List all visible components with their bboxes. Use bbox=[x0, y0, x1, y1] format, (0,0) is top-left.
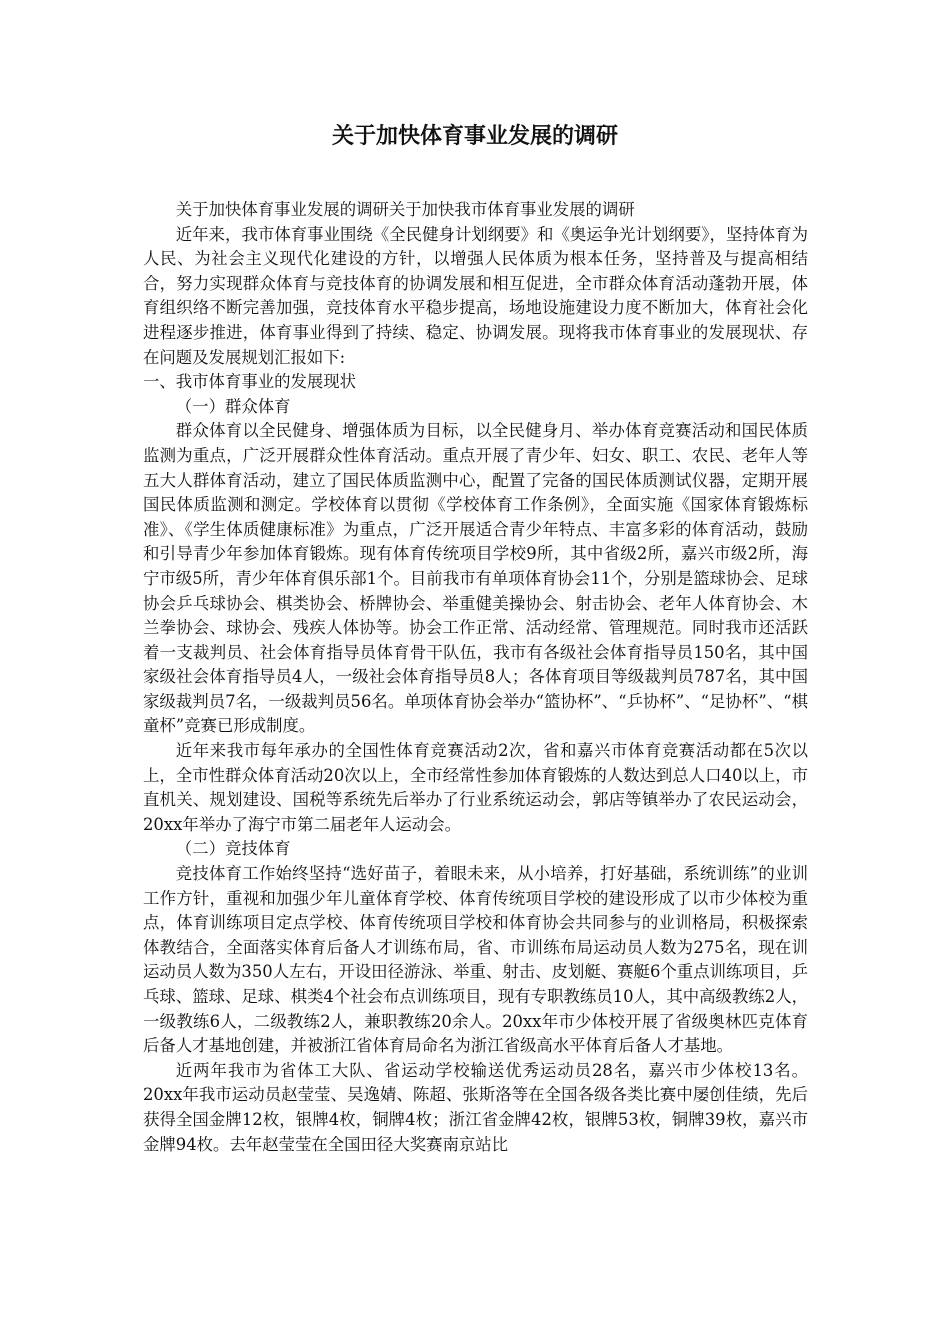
document-title: 关于加快体育事业发展的调研 bbox=[331, 124, 618, 149]
body-paragraph: 竞技体育工作始终坚持“选好苗子，着眼未来，从小培养，打好基础，系统训练”的业训工作方针，重视和加强少年儿童体育学校、体育传统项目学校的建设形成了以市少体校为重点，体育训练项目定点学校、体育传统项目学校和体育协会共同参与的业训格局，积极探索体教结合，全面落实体育后备人才训练布局，省、市训练布局运动员人数为275名，现在训运动员人数为350人左右，开设田径游泳、举重、射击、皮划艇、赛艇6个重点训练项目，乒乓球、篮球、足球、棋类4个社会布点训练项目，现有专职教练员10人，其中高级教练2人，一级教练6人，二级教练2人，兼职教练20余人。20xx年市少体校开展了省级奥林匹克体育后备人才基地创建，并被浙江省体育局命名为浙江省级高水平体育后备人才基地。 bbox=[143, 864, 808, 1056]
section-heading: 一、我市体育事业的发展现状 bbox=[143, 372, 357, 392]
document-body bbox=[143, 198, 808, 1157]
intro-paragraph: 关于加快体育事业发展的调研关于加快我市体育事业发展的调研 bbox=[175, 200, 635, 219]
subsection-heading: （二）竞技体育 bbox=[175, 839, 291, 859]
body-paragraph: 近年来我市每年承办的全国性体育竞赛活动2次，省和嘉兴市体育竞赛活动都在5次以上，全市性群众体育活动20次以上，全市经常性参加体育锻炼的人数达到总人口40以上，市直机关、规划建设、国税等系统先后举办了行业系统运动会，郭店等镇举办了农民运动会，20xx年举办了海宁市第二届老年人运动会。 bbox=[143, 741, 808, 834]
body-paragraph: 近两年我市为省体工大队、省运动学校输送优秀运动员28名，嘉兴市少体校13名。20xx年我市运动员赵莹莹、吴逸婧、陈超、张斯洛等在全国各级各类比赛中屡创佳绩，先后获得全国金牌12枚，银牌4枚，铜牌4枚；浙江省金牌42枚，银牌53枚，铜牌39枚，嘉兴市金牌94枚。去年赵莹莹在全国田径大奖赛南京站比 bbox=[143, 1060, 808, 1154]
overview-paragraph: 近年来，我市体育事业围绕《全民健身计划纲要》和《奥运争光计划纲要》，坚持体育为人民、为社会主义现代化建设的方针，以增强人民体质为根本任务，坚持普及与提高相结合，努力实现群众体育与竞技体育的协调发展和相互促进，全市群众体育活动蓬勃开展，体育组织络不断完善加强，竞技体育水平稳步提高，场地设施建设力度不断加大，体育社会化进程逐步推进，体育事业得到了持续、稳定、协调发展。现将我市体育事业的发展现状、存在问题及发展规划汇报如下: bbox=[143, 224, 808, 367]
subsection-heading: （一）群众体育 bbox=[175, 396, 291, 416]
body-paragraph: 群众体育以全民健身、增强体质为目标，以全民健身月、举办体育竞赛活动和国民体质监测为重点，广泛开展群众性体育活动。重点开展了青少年、妇女、职工、农民、老年人等五大人群体育活动，建立了国民体质监测中心，配置了完备的国民体质测试仪器，定期开展国民体质监测和测定。学校体育以贯彻《学校体育工作条例》，全面实施《国家体育锻炼标准》、《学生体质健康标准》为重点，广泛开展适合青少年特点、丰富多彩的体育活动，鼓励和引导青少年参加体育锻炼。现有体育传统项目学校9所，其中省级2所，嘉兴市级2所，海宁市级5所，青少年体育俱乐部1个。目前我市有单项体育协会11个，分别是篮球协会、足球协会乒乓球协会、棋类协会、桥牌协会、举重健美操协会、射击协会、老年人体育协会、木兰拳协会、球协会、残疾人体协等。协会工作正常、活动经常、管理规范。同时我市还活跃着一支裁判员、社会体育指导员体育骨干队伍，我市有各级社会体育指导员150名，其中国家级社会体育指导员4人，一级社会体育指导员8人；各体育项目等级裁判员787名，其中国家级裁判员7名，一级裁判员56名。单项体育协会举办“篮协杯”、“乒协杯”、“足协杯”、“棋童杯”竞赛已形成制度。 bbox=[143, 421, 808, 736]
